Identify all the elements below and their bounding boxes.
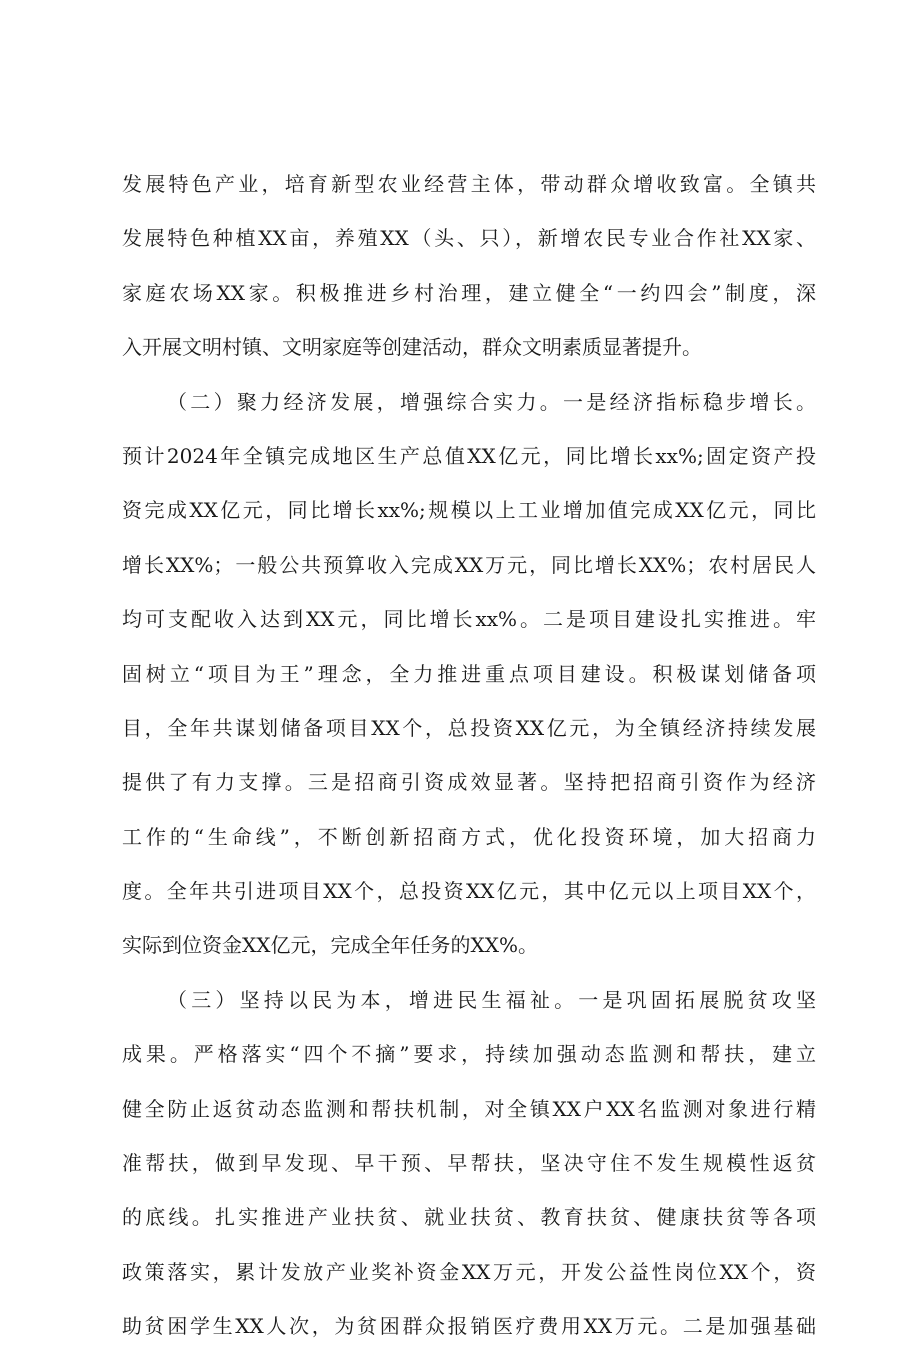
paragraph-2-line-5: 均可支配收入达到XX元，同比增长xx%。二是项目建设扎实推进。牢 bbox=[122, 607, 816, 632]
document-body bbox=[122, 157, 816, 1354]
paragraph-3-line-7: 助贫困学生XX人次，为贫困群众报销医疗费用XX万元。二是加强基础 bbox=[122, 1314, 816, 1339]
paragraph-2-line-11: 实际到位资金XX亿元，完成全年任务的XX%。 bbox=[122, 933, 538, 958]
paragraph-3-line-3: 健全防止返贫动态监测和帮扶机制，对全镇XX户XX名监测对象进行精 bbox=[122, 1096, 816, 1121]
paragraph-3-line-5: 的底线。扎实推进产业扶贫、就业扶贫、教育扶贫、健康扶贫等各项 bbox=[122, 1205, 816, 1230]
paragraph-2-line-3: 资完成XX亿元，同比增长xx%;规模以上工业增加值完成XX亿元，同比 bbox=[122, 498, 816, 523]
paragraph-1-line-2: 发展特色种植XX亩，养殖XX（头、只），新增农民专业合作社XX家、 bbox=[122, 226, 816, 251]
paragraph-1-line-1: 发展特色产业，培育新型农业经营主体，带动群众增收致富。全镇共 bbox=[122, 172, 816, 196]
paragraph-2-line-4: 增长XX%；一般公共预算收入完成XX万元，同比增长XX%；农村居民人 bbox=[122, 552, 816, 577]
paragraph-1-line-3: 家庭农场XX家。积极推进乡村治理，建立健全“一约四会”制度，深 bbox=[122, 280, 816, 305]
paragraph-2-line-7: 目，全年共谋划储备项目XX个，总投资XX亿元，为全镇经济持续发展 bbox=[122, 715, 816, 740]
paragraph-1-line-4: 入开展文明村镇、文明家庭等创建活动，群众文明素质显著提升。 bbox=[122, 335, 702, 360]
paragraph-3-line-1: （三）坚持以民为本，增进民生福祉。一是巩固拓展脱贫攻坚 bbox=[167, 987, 816, 1012]
paragraph-3-line-2: 成果。严格落实“四个不摘”要求，持续加强动态监测和帮扶，建立 bbox=[122, 1042, 816, 1067]
paragraph-2-line-6: 固树立“项目为王”理念，全力推进重点项目建设。积极谋划储备项 bbox=[122, 661, 816, 686]
paragraph-3-line-6: 政策落实，累计发放产业奖补资金XX万元，开发公益性岗位XX个，资 bbox=[122, 1259, 816, 1284]
paragraph-2-line-10: 度。全年共引进项目XX个，总投资XX亿元，其中亿元以上项目XX个， bbox=[122, 879, 816, 904]
paragraph-3-line-4: 准帮扶，做到早发现、早干预、早帮扶，坚决守住不发生规模性返贫 bbox=[122, 1151, 816, 1176]
paragraph-2-line-1: （二）聚力经济发展，增强综合实力。一是经济指标稳步增长。 bbox=[167, 389, 816, 414]
paragraph-2-line-2: 预计2024年全镇完成地区生产总值XX亿元，同比增长xx%;固定资产投 bbox=[122, 443, 816, 468]
paragraph-2-line-8: 提供了有力支撑。三是招商引资成效显著。坚持把招商引资作为经济 bbox=[122, 770, 816, 795]
paragraph-2-line-9: 工作的“生命线”，不断创新招商方式，优化投资环境，加大招商力 bbox=[122, 824, 816, 849]
